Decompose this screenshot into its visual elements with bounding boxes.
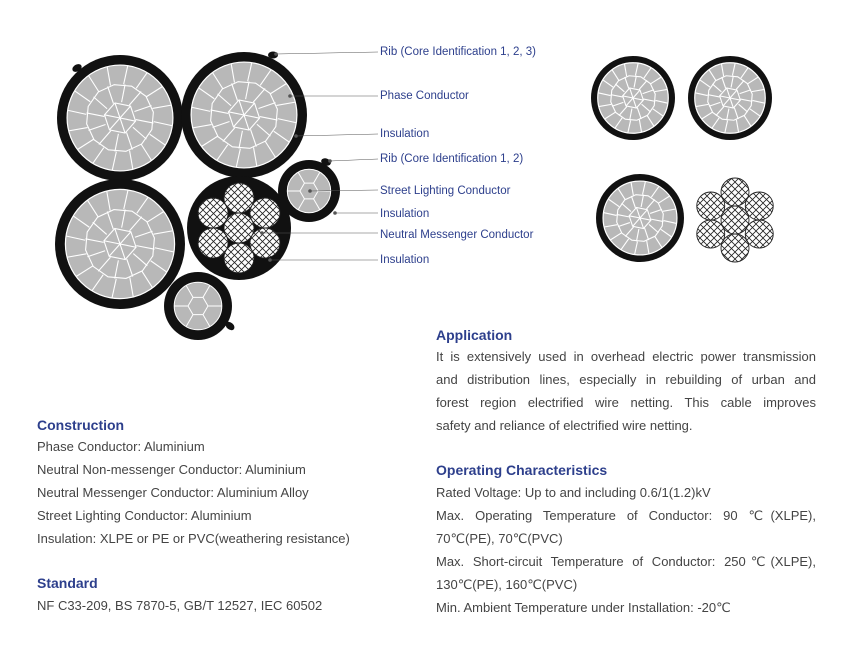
label-insulation-2: Insulation	[380, 208, 430, 220]
neutral-messenger-strand	[697, 220, 725, 248]
leader-dot	[274, 52, 278, 56]
leader-line	[276, 52, 378, 54]
neutral-messenger-strand	[745, 220, 773, 248]
label-insulation-3: Insulation	[380, 254, 430, 266]
leader-dot	[260, 231, 264, 235]
leader-line	[330, 159, 378, 161]
neutral-messenger-strand	[721, 206, 749, 234]
label-neutral-messenger-conductor: Neutral Messenger Conductor	[380, 229, 534, 241]
neutral-messenger-strand	[721, 234, 749, 262]
operating-characteristics-heading: Operating Characteristics	[436, 462, 608, 478]
construction-line: Insulation: XLPE or PE or PVC(weathering resistance)	[37, 531, 350, 546]
neutral-messenger-strand	[250, 198, 280, 228]
construction-text	[37, 435, 350, 550]
operating-line: Min. Ambient Temperature under Installation: -20℃	[436, 600, 731, 615]
standard-line: NF C33-209, BS 7870-5, GB/T 12527, IEC 60502	[37, 598, 323, 613]
leader-dot	[308, 189, 312, 193]
label-insulation-1: Insulation	[380, 128, 430, 140]
leader-dot	[333, 211, 337, 215]
neutral-messenger-strand	[224, 243, 254, 273]
standard-heading: Standard	[37, 575, 98, 591]
operating-line: Max. Operating Temperature of Conductor: 90 ℃(XLPE),	[436, 508, 816, 523]
neutral-messenger-strand	[198, 228, 228, 258]
neutral-messenger-strand	[224, 183, 254, 213]
construction-line: Phase Conductor: Aluminium	[37, 439, 205, 454]
leader-dot	[268, 258, 272, 262]
label-phase-conductor: Phase Conductor	[380, 90, 469, 102]
application-heading: Application	[436, 327, 513, 343]
construction-line: Street Lighting Conductor: Aluminium	[37, 508, 252, 523]
operating-line: 130℃(PE), 160℃(PVC)	[436, 577, 578, 592]
neutral-messenger-strand	[745, 192, 773, 220]
label-street-lighting-conductor: Street Lighting Conductor	[380, 185, 511, 197]
leader-dot	[288, 94, 292, 98]
leader-dot	[294, 134, 298, 138]
neutral-messenger-strand	[250, 228, 280, 258]
operating-line: Max. Short-circuit Temperature of Conductor: 250℃(XLPE),	[436, 554, 816, 569]
operating-characteristics-text	[436, 481, 816, 619]
leader-line	[296, 134, 378, 136]
neutral-messenger-strand	[198, 198, 228, 228]
label-rib-core-identification-12: Rib (Core Identification 1, 2)	[380, 153, 524, 165]
construction-heading: Construction	[37, 417, 125, 433]
neutral-messenger-strand	[721, 178, 749, 206]
standard-text	[37, 594, 322, 617]
operating-line: 70℃(PE), 70℃(PVC)	[436, 531, 563, 546]
application-text	[436, 345, 816, 437]
application-line: safety and reliance of electrified wire netting.	[436, 418, 693, 433]
application-line: It is extensively used in overhead electric power transmission	[436, 349, 816, 364]
construction-line: Neutral Non-messenger Conductor: Aluminium	[37, 462, 306, 477]
neutral-messenger-strand	[697, 192, 725, 220]
application-line: and distribution lines, especially in rebuilding of urban and	[436, 372, 816, 387]
label-rib-core-identification-123: Rib (Core Identification 1, 2, 3)	[380, 46, 536, 58]
leader-dot	[328, 159, 332, 163]
neutral-messenger-strand	[224, 213, 254, 243]
construction-line: Neutral Messenger Conductor: Aluminium Alloy	[37, 485, 309, 500]
operating-line: Rated Voltage: Up to and including 0.6/1(1.2)kV	[436, 485, 711, 500]
application-line: forest region electrified wire netting. This cable improves	[436, 395, 816, 410]
